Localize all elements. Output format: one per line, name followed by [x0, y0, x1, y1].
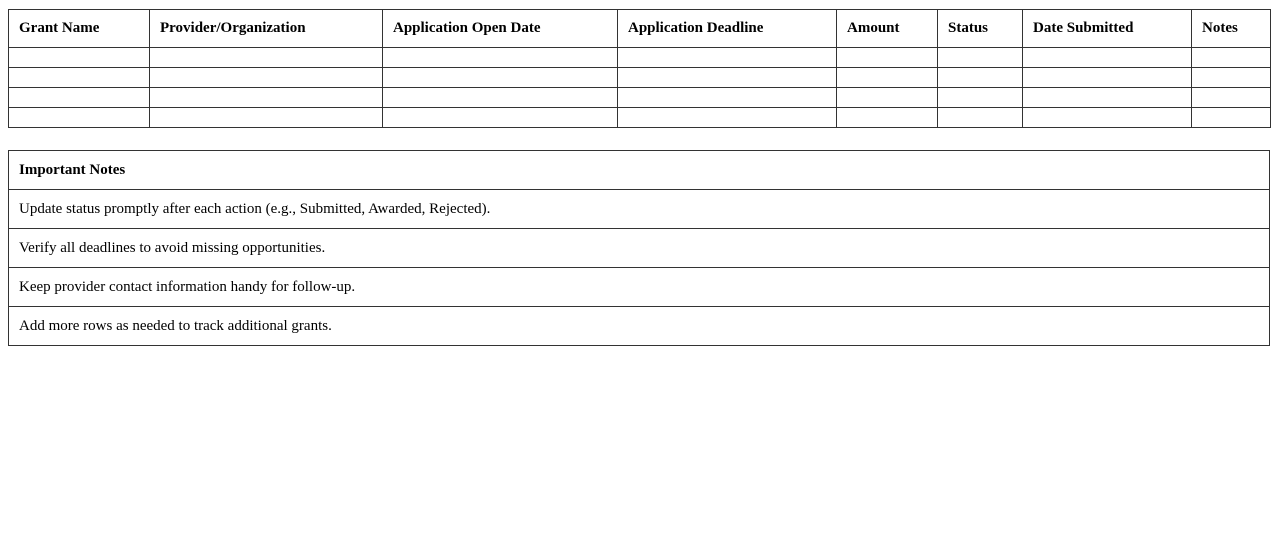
table-cell[interactable] [383, 108, 618, 128]
table-cell[interactable] [618, 48, 837, 68]
note-row [9, 268, 1270, 307]
table-cell[interactable] [383, 48, 618, 68]
table-cell[interactable] [1023, 108, 1192, 128]
table-cell[interactable] [938, 48, 1023, 68]
table-cell[interactable] [9, 108, 150, 128]
column-header-amount: Amount [837, 10, 938, 48]
table-cell[interactable] [837, 68, 938, 88]
table-cell[interactable] [9, 68, 150, 88]
table-cell[interactable] [837, 88, 938, 108]
note-row [9, 190, 1270, 229]
note-item: Add more rows as needed to track additional grants. [9, 307, 1270, 346]
note-item: Keep provider contact information handy for follow-up. [9, 268, 1270, 307]
column-header-notes: Notes [1192, 10, 1271, 48]
table-cell[interactable] [1192, 108, 1271, 128]
table-header-row [9, 10, 1271, 48]
notes-heading: Important Notes [9, 151, 1270, 190]
table-cell[interactable] [618, 88, 837, 108]
table-cell[interactable] [938, 68, 1023, 88]
note-row [9, 229, 1270, 268]
column-header-open-date: Application Open Date [383, 10, 618, 48]
table-cell[interactable] [9, 88, 150, 108]
table-cell[interactable] [1192, 68, 1271, 88]
table-cell[interactable] [938, 108, 1023, 128]
table-cell[interactable] [938, 88, 1023, 108]
table-row [9, 108, 1271, 128]
table-cell[interactable] [150, 48, 383, 68]
table-row [9, 88, 1271, 108]
table-cell[interactable] [383, 88, 618, 108]
column-header-grant-name: Grant Name [9, 10, 150, 48]
table-cell[interactable] [383, 68, 618, 88]
notes-header-row [9, 151, 1270, 190]
table-cell[interactable] [150, 88, 383, 108]
table-cell[interactable] [1023, 48, 1192, 68]
table-cell[interactable] [1023, 68, 1192, 88]
column-header-deadline: Application Deadline [618, 10, 837, 48]
grant-tracker-table [8, 9, 1271, 128]
table-cell[interactable] [1023, 88, 1192, 108]
table-cell[interactable] [618, 108, 837, 128]
column-header-status: Status [938, 10, 1023, 48]
column-header-date-submitted: Date Submitted [1023, 10, 1192, 48]
table-cell[interactable] [618, 68, 837, 88]
table-cell[interactable] [150, 68, 383, 88]
table-cell[interactable] [1192, 48, 1271, 68]
table-cell[interactable] [837, 48, 938, 68]
table-row [9, 68, 1271, 88]
important-notes-table [8, 150, 1270, 346]
table-cell[interactable] [1192, 88, 1271, 108]
note-row [9, 307, 1270, 346]
table-cell[interactable] [150, 108, 383, 128]
table-row [9, 48, 1271, 68]
table-cell[interactable] [837, 108, 938, 128]
table-cell[interactable] [9, 48, 150, 68]
note-item: Verify all deadlines to avoid missing opportunities. [9, 229, 1270, 268]
column-header-provider: Provider/Organization [150, 10, 383, 48]
note-item: Update status promptly after each action (e.g., Submitted, Awarded, Rejected). [9, 190, 1270, 229]
